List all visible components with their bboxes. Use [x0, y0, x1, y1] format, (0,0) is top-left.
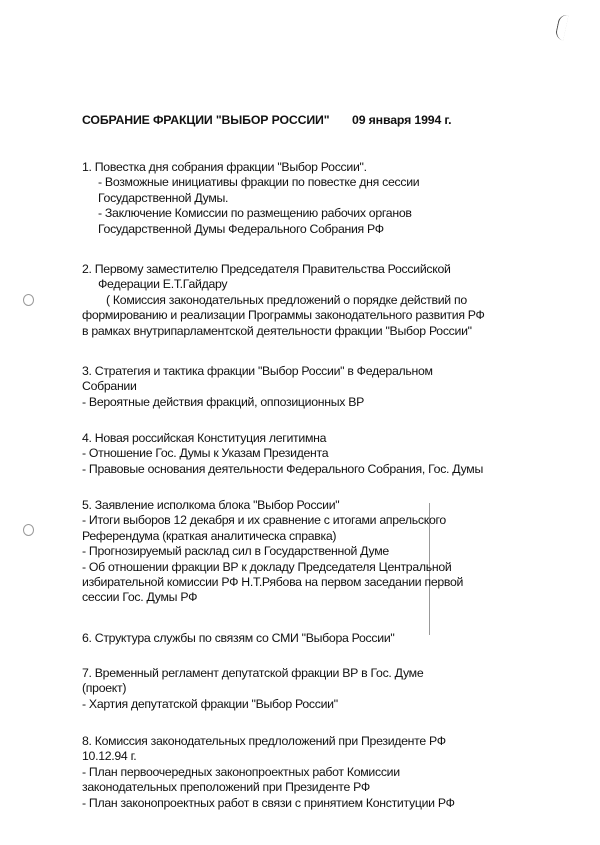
- item-line: - Прогнозируемый расклад сил в Государственной Думе: [82, 544, 389, 559]
- agenda-item-8: [82, 734, 562, 811]
- agenda-item-2: [82, 262, 562, 339]
- item-line: сессии Гос. Думы РФ: [82, 590, 198, 605]
- item-line: ( Комиссия законодательных предложений о порядке действий по: [106, 292, 467, 307]
- agenda-item-3: [82, 364, 562, 410]
- punch-hole-bottom: [23, 524, 34, 536]
- item-heading: 1. Повестка дня собрания фракции "Выбор России".: [82, 160, 367, 174]
- agenda-item-1: [82, 160, 562, 237]
- agenda-item-7: [82, 666, 562, 712]
- item-heading: 5. Заявление исполкома блока "Выбор России": [82, 498, 340, 512]
- item-line: - План первоочередных законопроектных работ Комиссии: [82, 764, 400, 779]
- item-line: - Правовые основания деятельности Федерального Собрания, Гос. Думы: [82, 461, 483, 476]
- item-line: в рамках внутрипарламентской деятельности фракции "Выбор России": [82, 323, 472, 338]
- item-line: 10.12.94 г.: [82, 749, 137, 764]
- item-line: Федерации Е.Т.Гайдару: [98, 277, 228, 292]
- document-header: [82, 113, 522, 127]
- document-date: 09 января 1994 г.: [352, 113, 452, 127]
- item-line: - Хартия депутатской фракции "Выбор России": [82, 696, 338, 711]
- punch-hole-top: [23, 294, 34, 306]
- item-line: Государственной Думы.: [98, 190, 229, 205]
- item-line: - Заключение Комиссии по размещению рабочих органов: [98, 206, 412, 221]
- item-line: - Вероятные действия фракций, оппозиционных ВР: [82, 394, 365, 409]
- item-heading: 2. Первому заместителю Председателя Правительства Российской: [82, 262, 451, 276]
- item-heading: 7. Временный регламент депутатской фракции ВР в Гос. Думе: [82, 666, 424, 680]
- item-line: - Отношение Гос. Думы к Указам Президента: [82, 446, 329, 461]
- item-line: (проект): [82, 681, 127, 696]
- item-line: Государственной Думы Федерального Собрания РФ: [98, 221, 384, 236]
- item-heading: 4. Новая российская Конституция легитимна: [82, 431, 327, 445]
- pencil-mark: [554, 13, 568, 40]
- item-line: - План законопроектных работ в связи с принятием Конституции РФ: [82, 795, 455, 810]
- item-line: Собрании: [82, 379, 137, 394]
- item-heading: 6. Структура службы по связям со СМИ "Выбора России": [82, 631, 395, 645]
- item-heading: 8. Комиссия законодательных предлоложений при Президенте РФ: [82, 734, 446, 748]
- item-line: избирательной комиссии РФ Н.Т.Рябова на первом заседании первой: [82, 575, 464, 590]
- item-line: - Итоги выборов 12 декабря и их сравнение с итогами апрельского: [82, 513, 446, 528]
- item-line: законодательных преположений при Президенте РФ: [82, 780, 370, 795]
- item-line: формированию и реализации Программы законодательного развития РФ: [82, 308, 485, 323]
- agenda-item-4: [82, 431, 562, 477]
- document-title: СОБРАНИЕ ФРАКЦИИ "ВЫБОР РОССИИ": [82, 113, 330, 127]
- agenda-item-6: [82, 631, 562, 646]
- item-line: - Возможные инициативы фракции по повестке дня сессии: [98, 175, 420, 190]
- agenda-item-5: [82, 498, 562, 606]
- item-line: Референдума (краткая аналитическа справка): [82, 528, 337, 543]
- item-line: - Об отношении фракции ВР к докладу Председателя Центральной: [82, 559, 452, 574]
- item-heading: 3. Стратегия и тактика фракции "Выбор России" в Федеральном: [82, 364, 433, 378]
